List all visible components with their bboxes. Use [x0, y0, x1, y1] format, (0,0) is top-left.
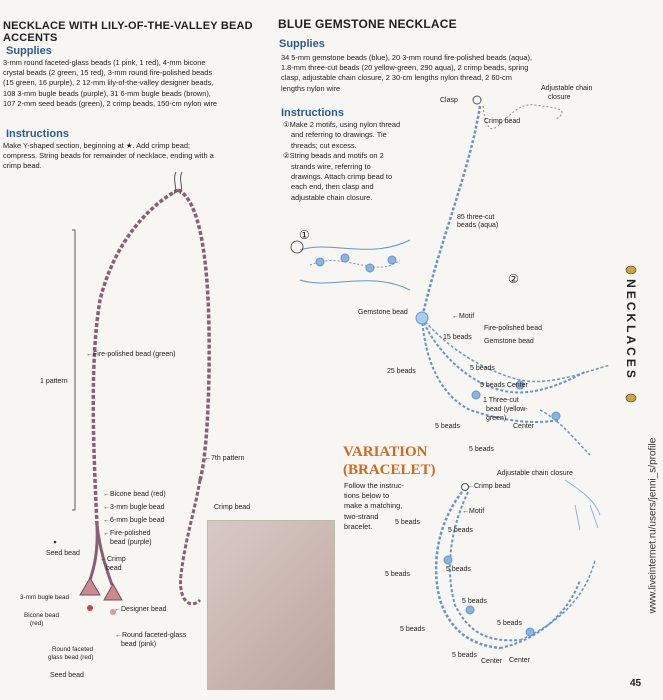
label-crimp-bead-mid-1: ←Crimp	[100, 556, 126, 563]
supplies-line: 3-mm round faceted-glass beads (1 pink, 1 red), 4-mm bicone	[3, 58, 206, 67]
label-round-faceted-left-2: glass bead (red)	[48, 654, 94, 661]
supplies-line: 1.8-mm three-cut beads (20 yellow-green, 290 aqua), 2 crimp beads, spring	[281, 63, 529, 73]
label-crimp-bead-mid-2: bead	[106, 565, 122, 572]
supplies-line: 34 5-mm gemstone beads (blue), 20 3-mm round fire-polished beads (aqua),	[281, 53, 533, 62]
page-number: 45	[630, 678, 642, 689]
instructions-line: ②String beads and motifs on 2	[283, 151, 384, 161]
label-five-beads-center: 5 beads Center	[480, 382, 528, 389]
bracelet-label-five-beads-5: 5 beads	[462, 598, 487, 605]
watermark	[644, 355, 662, 695]
right-instructions-heading: Instructions	[281, 107, 344, 119]
label-three-cut-yg-3: green)	[486, 415, 507, 422]
label-twentyfive-beads: 25 beads	[387, 368, 416, 375]
variation-line: two-strand	[344, 511, 379, 521]
label-designer-bead: ←Designer bead	[114, 606, 167, 613]
label-seventh-pattern: ←7th pattern	[204, 455, 245, 462]
label-bugle-3mm-left: 3-mm bugle bead	[20, 594, 70, 601]
instructions-line: crimp bead.	[3, 161, 42, 171]
step2-marker: ②	[508, 272, 519, 286]
variation-title-line1: VARIATION	[343, 444, 428, 460]
bracelet-label-motif: ←Motif	[462, 508, 485, 515]
bracelet-label-center-1: Center	[481, 658, 503, 665]
label-fire-polished: Fire-polished bead	[484, 325, 542, 332]
supplies-line: lengths nylon wire	[281, 83, 341, 93]
bracelet-label-center-2: Center	[509, 657, 531, 664]
label-gemstone-bead: Gemstone bead	[358, 309, 408, 316]
label-motif: ←Motif	[452, 313, 475, 320]
section-tab	[618, 250, 644, 410]
label-adjustable-chain-2: closure	[548, 94, 571, 101]
variation-line: bracelet.	[344, 521, 373, 531]
bracelet-label-five-beads-1: 5 beads	[395, 519, 420, 526]
variation-line: make a matching,	[344, 501, 403, 511]
label-crimp-bead: Crimp bead	[484, 118, 521, 125]
instructions-line: ①Make 2 motifs, using nylon thread	[283, 120, 401, 129]
label-bugle-3mm: ←3-mm bugle bead	[103, 504, 165, 511]
bracelet-label-five-beads-2: 5 beads	[448, 527, 473, 534]
section-tab-label: NECKLACES	[624, 279, 639, 381]
supplies-line: (15 green, 16 purple), 2 12-mm lily-of-the-valley designer beads,	[3, 78, 214, 88]
variation-line: Follow the instruc-	[344, 481, 404, 490]
supplies-line: crystal beads (2 green, 15 red), 3-mm round fire-polished beads	[3, 68, 213, 78]
label-round-faceted-left-1: Round faceted	[52, 646, 93, 653]
label-bicone-red-left-1: Bicone bead	[24, 612, 60, 619]
variation-line: tions below to	[344, 491, 390, 501]
left-supplies-heading: Supplies	[6, 45, 52, 57]
label-bicone-red-left-2: (red)	[30, 620, 44, 627]
bracelet-label-crimp-bead: ←Crimp bead	[467, 483, 511, 490]
label-crimp-bead-right: Crimp bead	[214, 504, 251, 511]
label-bicone-red: ←Bicone bead (red)	[103, 491, 166, 498]
label-three-cut-yg-1: 1 Three-cut	[483, 397, 519, 404]
instructions-line: each end, then clasp and	[291, 182, 374, 192]
label-seed-bead-bottom: Seed bead	[50, 672, 84, 679]
bracelet-label-five-beads-7: 5 beads	[497, 620, 522, 627]
left-necklace-diagram	[54, 172, 209, 615]
right-article-title: BLUE GEMSTONE NECKLACE	[278, 17, 457, 31]
label-three-cut-2: beads (aqua)	[457, 222, 499, 229]
label-three-cut-yg-2: bead (yellow-	[486, 406, 528, 413]
supplies-line: 107 2-mm seed beads (green), 2 crimp beads, 150-cm nylon wire	[3, 98, 218, 108]
bracelet-label-five-beads-4: 5 beads	[446, 566, 471, 573]
motif-diagram	[291, 240, 410, 290]
label-five-beads-a: 5 beads	[470, 365, 495, 372]
instructions-line: Make Y-shaped section, beginning at ★. Add crimp bead;	[3, 141, 190, 150]
instructions-line: drawings. Attach crimp bead to	[291, 172, 393, 182]
label-three-cut-1: 85 three-cut	[457, 214, 495, 221]
instructions-line: and referring to drawings. Tie	[291, 130, 387, 140]
label-five-beads-c: 5 beads	[469, 446, 494, 453]
label-one-pattern: 1 pattern	[40, 378, 68, 385]
left-instructions-heading: Instructions	[6, 128, 69, 140]
label-fire-polished-purple-2: bead (purple)	[110, 539, 152, 546]
right-supplies-heading: Supplies	[279, 38, 325, 50]
bracelet-label-adjustable-chain: Adjustable chain closure	[497, 470, 573, 477]
label-adjustable-chain-1: Adjustable chain	[541, 85, 593, 92]
variation-text	[344, 481, 434, 532]
right-instructions-text	[283, 120, 428, 203]
label-center: Center	[513, 423, 535, 430]
necklace-photo	[207, 520, 335, 690]
label-five-beads-b: 5 beads	[435, 423, 460, 430]
bracelet-label-five-beads-6: 5 beads	[400, 626, 425, 633]
instructions-line: strands wire, referring to	[291, 161, 371, 171]
variation-title-line2: (BRACELET)	[343, 462, 436, 478]
bracelet-label-five-beads-8: 5 beads	[452, 652, 477, 659]
watermark-text: www.liveinternet.ru/users/jenni_s/profile	[647, 437, 659, 613]
instructions-line: threads; cut excess.	[291, 140, 357, 150]
left-article-title: NECKLACE WITH LILY-OF-THE-VALLEY BEAD ACCENTS	[3, 20, 253, 44]
label-fifteen-beads: 15 beads	[443, 334, 472, 341]
label-clasp: Clasp	[440, 97, 458, 104]
label-round-faceted-pink-1: ←Round faceted-glass	[115, 632, 187, 639]
label-fire-polished-purple-1: ←Fire-polished	[103, 530, 151, 537]
label-seed-bead-mid: Seed bead	[46, 550, 80, 557]
supplies-line: clasp, adjustable chain closure, 2 30-cm lengths nylon thread, 2 60-cm	[281, 73, 512, 83]
instructions-line: compress. String beads for remainder of necklace, ending with a	[3, 151, 214, 161]
step1-marker: ①	[299, 228, 310, 242]
label-bugle-6mm: ←6-mm bugle bead	[103, 517, 165, 524]
label-round-faceted-pink-2: bead (pink)	[121, 641, 157, 648]
supplies-line: 108 3-mm bugle beads (purple), 31 6-mm bugle beads (brown),	[3, 88, 211, 98]
left-supplies-list	[3, 58, 273, 109]
bracelet-label-five-beads-3: 5 beads	[385, 571, 410, 578]
label-gemstone-bead-2: Gemstone bead	[484, 338, 534, 345]
left-instructions-text	[3, 141, 273, 172]
variation-title	[343, 443, 436, 479]
label-fire-polished-green: ←Fire-polished bead (green)	[86, 351, 176, 358]
instructions-line: adjustable chain closure.	[291, 192, 373, 202]
